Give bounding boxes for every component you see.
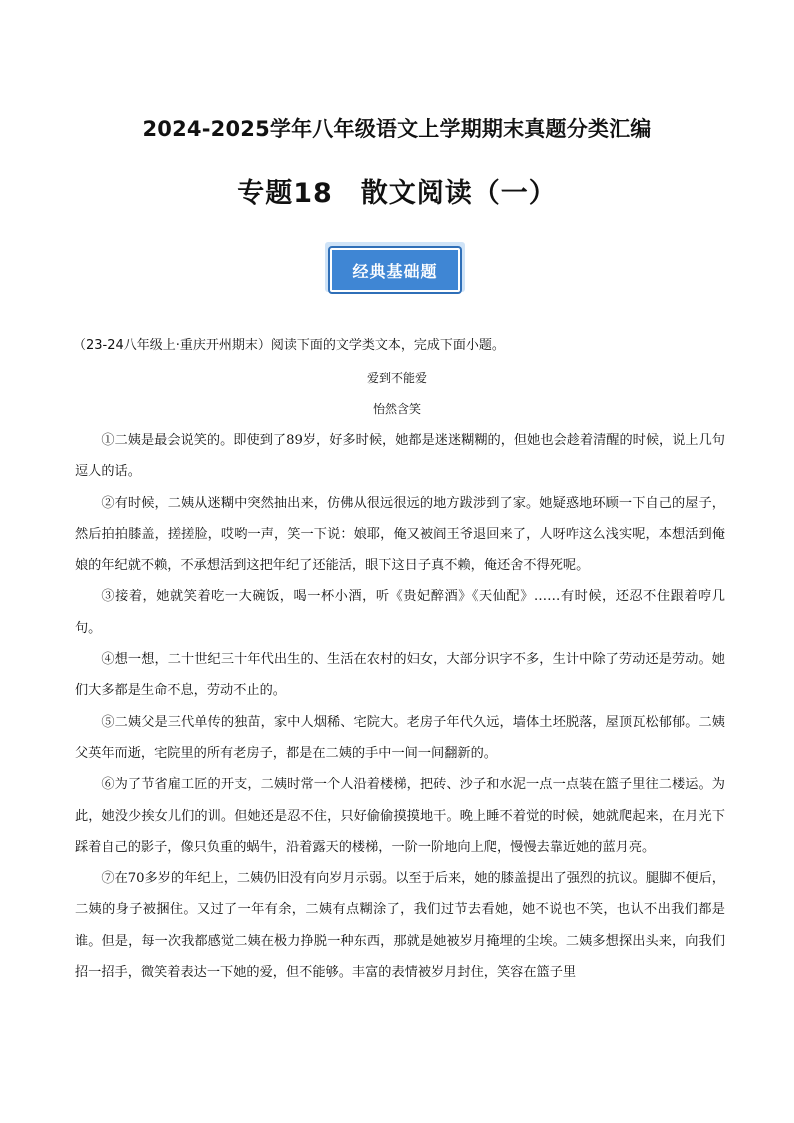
essay-paragraph-6: ⑥为了节省雇工匠的开支，二姨时常一个人沿着楼梯，把砖、沙子和水泥一点一点装在篮子里往二楼运。为此，她没少挨女儿们的训。但她还是忍不住，只好偷偷摸摸地干。晚上睡不着觉的时候，她就爬起来，在月光下踩着自己的影子，像只负重的蜗牛，沿着露天的楼梯，一阶一阶地向上爬，慢慢去靠近她的蓝月亮。 (75, 777, 725, 855)
badge-label: 经典基础题 (330, 248, 460, 292)
essay-paragraph-3: ③接着，她就笑着吃一大碗饭，喝一杯小酒，听《贵妃醉酒》《天仙配》……有时候，还忍不住跟着哼几句。 (75, 589, 725, 636)
essay-body (75, 425, 725, 988)
essay-paragraph-5: ⑤二姨父是三代单传的独苗，家中人烟稀、宅院大。老房子年代久远，墙体土坯脱落，屋顶瓦松郁郁。二姨父英年而逝，宅院里的所有老房子，都是在二姨的手中一间一间翻新的。 (75, 714, 725, 761)
section-badge (325, 242, 465, 298)
essay-paragraph-4: ④想一想，二十世纪三十年代出生的、生活在农村的妇女，大部分识字不多，生计中除了劳动还是劳动。她们大多都是生命不息，劳动不止的。 (75, 652, 725, 699)
essay-paragraph-2: ②有时候，二姨从迷糊中突然抽出来，仿佛从很远很远的地方跋涉到了家。她疑惑地环顾一下自己的屋子，然后拍拍膝盖，搓搓脸，哎哟一声，笑一下说：娘耶，俺又被阎王爷退回来了，人呀咋这么浅实呢，本想活到俺娘的年纪就不赖，不承想活到这把年纪了还能活，眼下这日子真不赖，俺还舍不得死呢。 (75, 495, 725, 574)
question-source: （23-24八年级上·重庆开州期末） (73, 338, 271, 353)
essay-author: 怡然含笑 (372, 402, 421, 416)
document-sub-title: 专题18 散文阅读（一） (237, 178, 557, 209)
essay-paragraph-7: ⑦在70多岁的年纪上，二姨仍旧没有向岁月示弱。以至于后来，她的膝盖提出了强烈的抗议。腿脚不便后，二姨的身子被捆住。又过了一年有余，二姨有点糊涂了，我们过节去看她，她不说也不笑，也认不出我们都是谁。但是，每一次我都感觉二姨在极力挣脱一种东西，那就是她被岁月掩埋的尘埃。二姨多想探出头来，向我们招一招手，微笑着表达一下她的爱，但不能够。丰富的表情被岁月封住，笑容在篮子里 (75, 871, 725, 981)
question-source-line (73, 334, 505, 353)
document-main-title: 2024-2025学年八年级语文上学期期末真题分类汇编 (142, 117, 652, 141)
question-instruction: 阅读下面的文学类文本，完成下面小题。 (270, 338, 505, 353)
essay-paragraph-1: ①二姨是最会说笑的。即使到了89岁，好多时候，她都是迷迷糊糊的，但她也会趁着清醒的时候，说上几句逗人的话。 (75, 433, 725, 480)
essay-title: 爱到不能爱 (366, 371, 427, 385)
